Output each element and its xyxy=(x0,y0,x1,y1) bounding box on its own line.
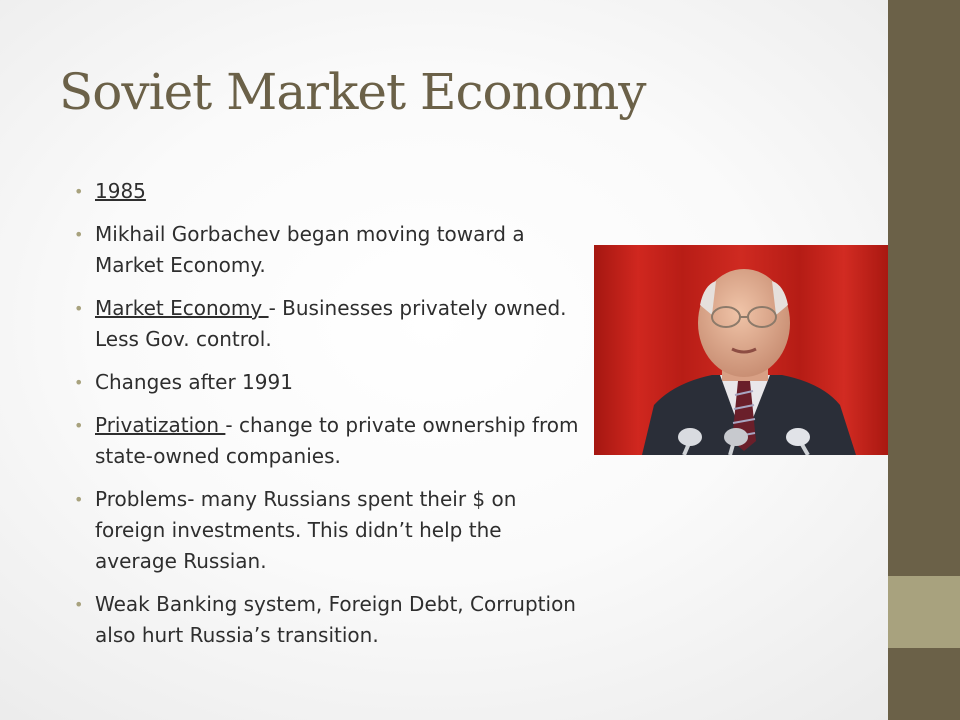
slide-title: Soviet Market Economy xyxy=(59,63,646,121)
bullet-marker-icon: • xyxy=(74,490,84,509)
bullet-item xyxy=(74,367,588,398)
portrait-illustration xyxy=(594,245,888,455)
bullet-text: Problems- many Russians spent their $ on foreign investments. This didn’t help the average Russian. xyxy=(95,487,517,573)
bullet-item xyxy=(74,293,588,355)
bullet-marker-icon: • xyxy=(74,299,84,318)
side-accent-block xyxy=(888,576,960,648)
bullet-text: - Businesses privately owned. Less Gov. control. xyxy=(95,296,567,351)
bullet-item xyxy=(74,410,588,472)
bullet-item xyxy=(74,176,588,207)
bullet-marker-icon: • xyxy=(74,225,84,244)
bullet-marker-icon: • xyxy=(74,595,84,614)
bullet-list xyxy=(74,176,588,663)
portrait-photo xyxy=(594,245,888,455)
bullet-marker-icon: • xyxy=(74,373,84,392)
bullet-marker-icon: • xyxy=(74,182,84,201)
bullet-text: - change to private ownership from state-owned companies. xyxy=(95,413,579,468)
bullet-text: Changes after 1991 xyxy=(95,370,293,394)
bullet-text: Weak Banking system, Foreign Debt, Corruption also hurt Russia’s transition. xyxy=(95,592,576,647)
bullet-term: Privatization xyxy=(95,413,226,437)
bullet-term: 1985 xyxy=(95,179,146,203)
bullet-term: Market Economy xyxy=(95,296,269,320)
bullet-text: Mikhail Gorbachev began moving toward a Market Economy. xyxy=(95,222,525,277)
bullet-item xyxy=(74,219,588,281)
bullet-item xyxy=(74,484,588,577)
bullet-marker-icon: • xyxy=(74,416,84,435)
bullet-item xyxy=(74,589,588,651)
